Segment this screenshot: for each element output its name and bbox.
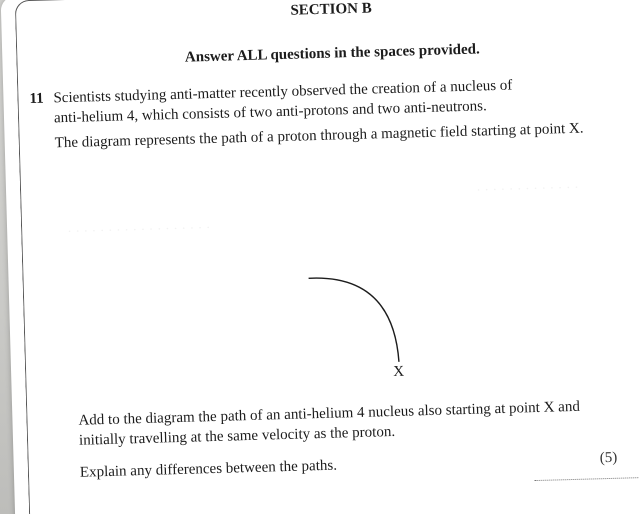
bleed-through-text: · · · · · · · · · · · · · · · · · · bbox=[67, 221, 211, 241]
section-title: SECTION B bbox=[290, 0, 372, 19]
proton-path bbox=[309, 276, 399, 364]
question-intro-line-2: anti-helium 4, which consists of two anti-protons and two anti-neutrons. bbox=[53, 98, 487, 127]
marks-allocation: (5) bbox=[599, 449, 618, 467]
bleed-through-text: · · · · · · · · · · · · · bbox=[476, 180, 579, 199]
explain-prompt: Explain any differences between the paths. bbox=[79, 457, 338, 481]
diagram-description: The diagram represents the path of a proton through a magnetic field starting at point X. bbox=[54, 120, 584, 152]
point-x-label: X bbox=[393, 363, 405, 380]
section-instruction: Answer ALL questions in the spaces provided. bbox=[184, 41, 480, 66]
question-intro-line-1: Scientists studying anti-matter recently observed the creation of a nucleus of bbox=[53, 77, 513, 107]
paper-sheet bbox=[1, 0, 639, 514]
task-line-2: initially travelling at the same velocity as the proton. bbox=[78, 423, 396, 449]
task-line-1: Add to the diagram the path of an anti-helium 4 nucleus also starting at point X and bbox=[78, 398, 581, 429]
question-number: 11 bbox=[29, 90, 44, 108]
